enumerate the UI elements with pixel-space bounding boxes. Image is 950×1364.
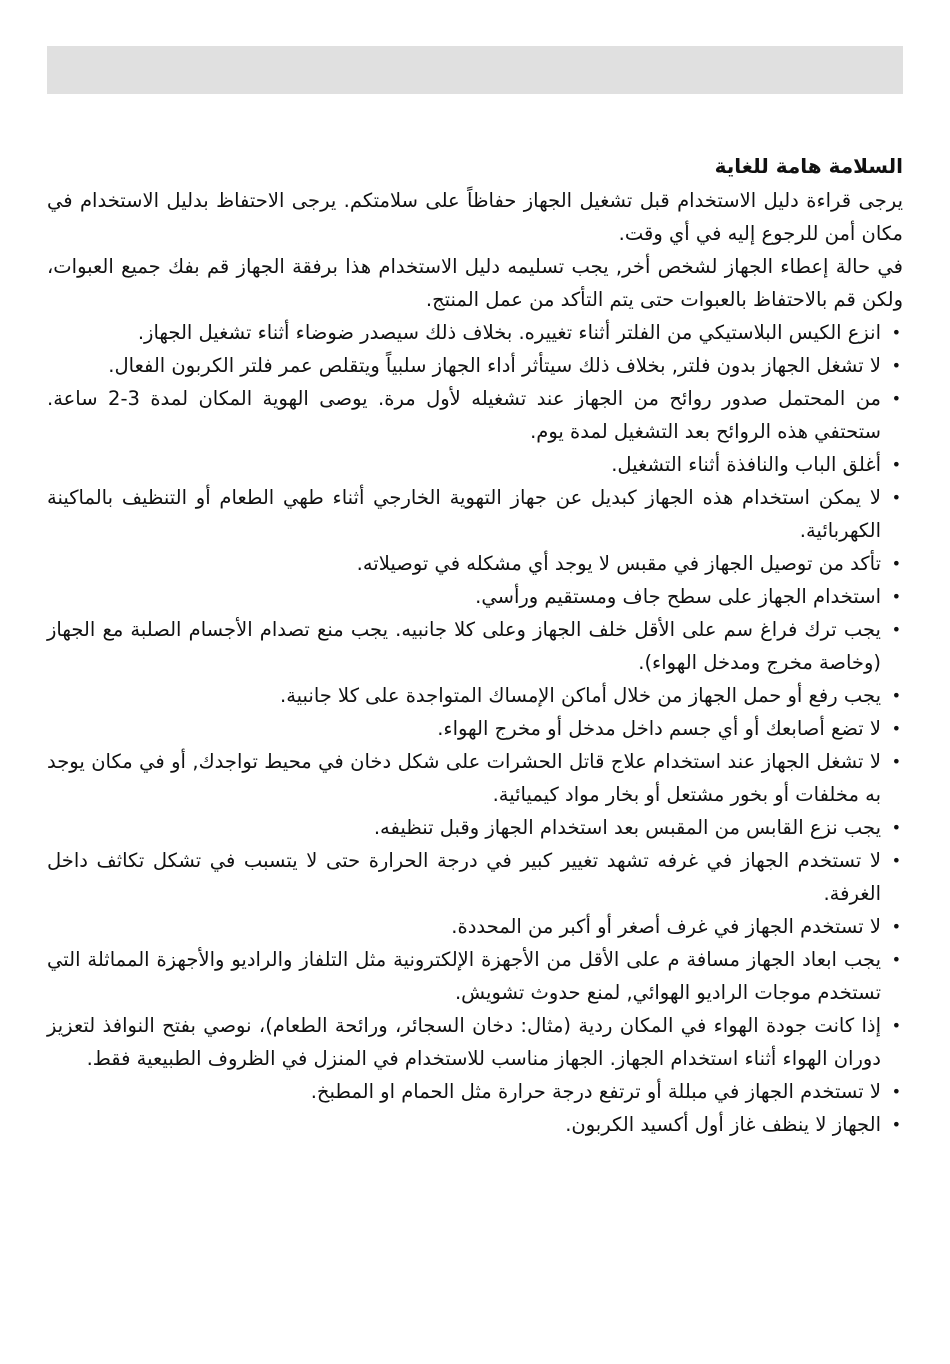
safety-item (47, 580, 903, 613)
safety-item-text: لا تضع أصابعك أو أي جسم داخل مدخل أو مخرج الهواء. (437, 717, 881, 740)
safety-item-text: انزع الكيس البلاستيكي من الفلتر أثناء تغييره. بخلاف ذلك سيصدر ضوضاء أثناء تشغيل الجهاز. (137, 321, 881, 344)
safety-item-text: لا يمكن استخدام هذه الجهاز كبديل عن جهاز التهوية الخارجي أثناء طهي الطعام أو التنظيف بالماكينة الكهربائية. (47, 486, 881, 542)
safety-item (47, 547, 903, 580)
safety-item (47, 448, 903, 481)
bullet-icon: • (891, 455, 901, 474)
safety-item-text: من المحتمل صدور روائح من الجهاز عند تشغيله لأول مرة. يوصى الهوية المكان لمدة 3-2 ساعة. ستحتفي هذه الروائح بعد التشغيل لمدة يوم. (47, 387, 881, 443)
safety-item-text: لا تشغل الجهاز بدون فلتر, بخلاف ذلك سيتأثر أداء الجهاز سلبياً ويتقلص عمر فلتر الكربون الفعال. (108, 354, 881, 377)
safety-item (47, 349, 903, 382)
safety-item-text: يجب رفع أو حمل الجهاز من خلال أماكن الإمساك المتواجدة على كلا جانبية. (280, 684, 881, 707)
safety-item (47, 910, 903, 943)
bullet-icon: • (891, 389, 901, 408)
safety-item-text: أغلق الباب والنافذة أثناء التشغيل. (611, 453, 881, 476)
safety-item-text: إذا كانت جودة الهواء في المكان ردية (مثال: دخان السجائر، ورائحة الطعام)، نوصي بفتح النوافذ لتعزيز دوران الهواء أثناء استخدام الجهاز. الجهاز مناسب للاستخدام في المنزل في الظروف الطبيعية فقط. (47, 1014, 881, 1070)
safety-item (47, 316, 903, 349)
safety-item (47, 844, 903, 910)
safety-item-text: استخدام الجهاز على سطح جاف ومستقيم ورأسي. (475, 585, 881, 608)
safety-item-text: لا تستخدم الجهاز في غرف أصغر أو أكبر من المحددة. (451, 915, 881, 938)
safety-item (47, 679, 903, 712)
safety-section (47, 150, 903, 1141)
header-bar (47, 46, 903, 94)
bullet-icon: • (891, 1115, 901, 1134)
safety-item (47, 1075, 903, 1108)
safety-item-text: لا تشغل الجهاز عند استخدام علاج قاتل الحشرات على شكل دخان في محيط تواجدك, أو في مكان يوجد به مخلفات أو بخور مشتعل أو بخار مواد كيميائية. (47, 750, 881, 806)
safety-item-text: يجب ابعاد الجهاز مسافة م على الأقل من الأجهزة الإلكترونية مثل التلفاز والراديو والأجهزة المماثلة التي تستخدم موجات الراديو الهوائي, لمنع حدوث تشويش. (47, 948, 881, 1004)
bullet-icon: • (891, 917, 901, 936)
safety-item-text: لا تستخدم الجهاز في غرفه تشهد تغيير كبير في درجة الحرارة حتى لا يتسبب في تشكل تكاثف داخل الغرفة. (47, 849, 881, 905)
safety-item (47, 811, 903, 844)
safety-item-text: لا تستخدم الجهاز في مبللة أو ترتفع درجة حرارة مثل الحمام او المطبخ. (310, 1080, 881, 1103)
bullet-icon: • (891, 488, 901, 507)
handover-paragraph: في حالة إعطاء الجهاز لشخص أخر, يجب تسليمه دليل الاستخدام هذا برفقة الجهاز قم بفك جميع العبوات، ولكن قم بالاحتفاظ بالعبوات حتى يتم التأكد من عمل المنتج. (47, 255, 903, 311)
bullet-icon: • (891, 719, 901, 738)
safety-item (47, 613, 903, 679)
bullet-icon: • (891, 818, 901, 837)
safety-item-text: الجهاز لا ينظف غاز أول أكسيد الكربون. (565, 1113, 881, 1136)
bullet-icon: • (891, 686, 901, 705)
safety-item (47, 1009, 903, 1075)
intro-paragraph: يرجى قراءة دليل الاستخدام قبل تشغيل الجهاز حفاظاً على سلامتكم. يرجى الاحتفاظ بدليل الاستخدام في مكان أمن للرجوع إليه في أي وقت. (47, 189, 903, 245)
safety-item (47, 712, 903, 745)
safety-item (47, 481, 903, 547)
bullet-icon: • (891, 1016, 901, 1035)
bullet-icon: • (891, 554, 901, 573)
safety-item-text: يجب ترك فراغ سم على الأقل خلف الجهاز وعلى كلا جانبيه. يجب منع تصدام الأجسام الصلبة مع الجهاز (وخاصة مخرج ومدخل الهواء). (47, 618, 881, 674)
safety-item (47, 1108, 903, 1141)
safety-item-text: يجب نزع القابس من المقبس بعد استخدام الجهاز وقبل تنظيفه. (373, 816, 881, 839)
safety-item (47, 382, 903, 448)
bullet-icon: • (891, 752, 901, 771)
bullet-icon: • (891, 851, 901, 870)
bullet-icon: • (891, 620, 901, 639)
bullet-icon: • (891, 950, 901, 969)
safety-list (47, 316, 903, 1141)
safety-item (47, 943, 903, 1009)
bullet-icon: • (891, 323, 901, 342)
section-heading: السلامة هامة للغاية (714, 154, 903, 178)
bullet-icon: • (891, 356, 901, 375)
bullet-icon: • (891, 1082, 901, 1101)
safety-item (47, 745, 903, 811)
safety-item-text: تأكد من توصيل الجهاز في مقبس لا يوجد أي مشكله في توصيلاته. (356, 552, 881, 575)
bullet-icon: • (891, 587, 901, 606)
